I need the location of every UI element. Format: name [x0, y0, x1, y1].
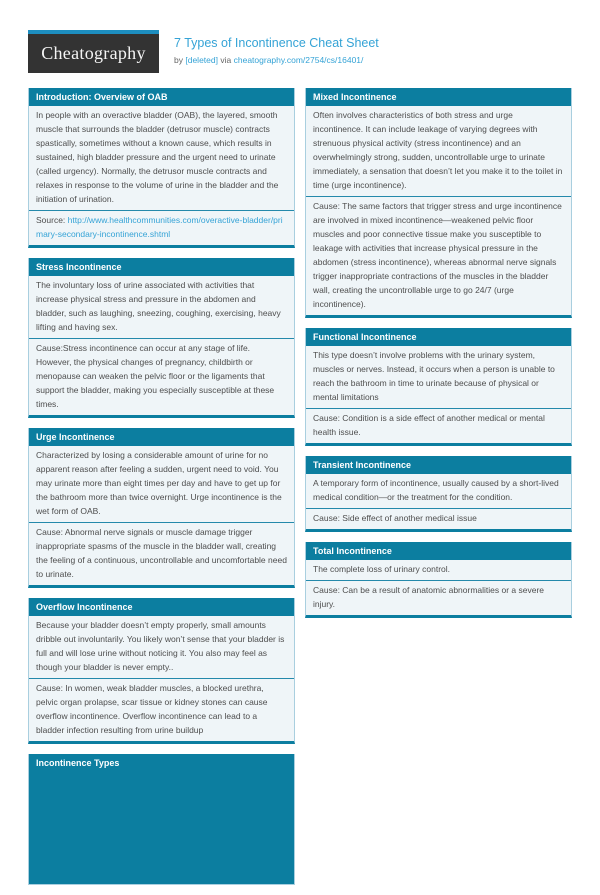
- page-title[interactable]: 7 Types of Incontinence Cheat Sheet: [174, 36, 379, 50]
- card-title: Overflow Incontinence: [29, 598, 294, 616]
- title-block: [174, 30, 379, 65]
- author-link[interactable]: [deleted]: [185, 55, 218, 65]
- card-title: Functional Incontinence: [306, 328, 571, 346]
- card-cause-text: Cause: The same factors that trigger stress and urge incontinence are involved in mixed incontinence—weakened pelvic floor muscles and poor connective tissue make you susceptible to leakage with activities that increase physical pressure in the abdomen (stress incontinence), whereas abnormal nerve signals trigger inappropriate contractions of the muscles in the bladder wall, creating the uncontrollable urge to go 24/7 (urge incontinence).: [306, 196, 571, 315]
- card-mixed-incontinence: [305, 88, 572, 318]
- card-text: Because your bladder doesn’t empty properly, small amounts dribble out involuntarily. You likely won’t sense that your bladder is full and will lose urine without noticing it. You also may feel as though your bladder is never empty..: [36, 620, 285, 672]
- card-cause-text: Cause: Condition is a side effect of another medical or mental health issue.: [306, 408, 571, 443]
- page-header: [28, 30, 572, 73]
- card-cause-text: Cause:Stress incontinence can occur at any stage of life. However, the physical changes of pregnancy, childbirth or menopause can weaken the pelvic floor or the ligaments that support the bladder, making you especially susceptible at these times.: [29, 338, 294, 415]
- card-text: A temporary form of incontinence, usually caused by a short-lived medical condition—or the treatment for the condition.: [313, 478, 559, 502]
- card-title: Introduction: Overview of OAB: [29, 88, 294, 106]
- card-total-incontinence: [305, 542, 572, 618]
- byline-by: by: [174, 55, 183, 65]
- byline: [174, 55, 379, 65]
- card-transient-incontinence: [305, 456, 572, 532]
- source-row: [29, 210, 294, 245]
- right-column: [305, 88, 572, 628]
- incontinence-types-image: [29, 772, 294, 884]
- card-cause-text: Cause: Can be a result of anatomic abnormalities or a severe injury.: [306, 580, 571, 615]
- cheatography-logo[interactable]: [28, 30, 159, 73]
- source-link[interactable]: http://www.healthcommunities.com/overactive-bladder/primary-secondary-incontinence.shtml: [36, 215, 283, 239]
- card-urge-incontinence: [28, 428, 295, 588]
- card-title: Stress Incontinence: [29, 258, 294, 276]
- left-column: [28, 88, 295, 895]
- card-title: Mixed Incontinence: [306, 88, 571, 106]
- card-title: Transient Incontinence: [306, 456, 571, 474]
- card-functional-incontinence: [305, 328, 572, 446]
- card-cause-text: Cause: Side effect of another medical issue: [306, 508, 571, 529]
- card-text: The involuntary loss of urine associated with activities that increase physical stress and pressure in the abdomen and bladder, such as laughing, sneezing, coughing, exercising, heavy lifting and having sex.: [36, 280, 281, 332]
- card-cause-text: Cause: Abnormal nerve signals or muscle damage trigger inappropriate spasms of the muscle in the bladder wall, creating the feeling of a continuous, uncontrollable and uncomfortable need to urinate.: [29, 522, 294, 585]
- card-stress-incontinence: [28, 258, 295, 418]
- content-columns: [28, 88, 572, 895]
- card-overflow-incontinence: [28, 598, 295, 744]
- card-title: Incontinence Types: [29, 754, 294, 772]
- sheet-url-link[interactable]: cheatography.com/2754/cs/16401/: [233, 55, 364, 65]
- card-text: The complete loss of urinary control.: [313, 564, 451, 574]
- card-text: In people with an overactive bladder (OAB), the layered, smooth muscle that surrounds the bladder (detrusor muscle) contracts spastically, sometimes without a known cause, which results in sustained, high bladder pressure and the urgent need to urinate (called urgency). Normally, the detrusor muscle contracts and relaxes in response to the volume of urine in the bladder and the initiation of urination.: [36, 110, 279, 204]
- card-incontinence-types: [28, 754, 295, 885]
- logo-text: Cheatography: [41, 43, 146, 63]
- card-text: Often involves characteristics of both stress and urge incontinence. It can include leakage of varying degrees with strenuous physical activity (stress incontinence) and an overwhelmingly strong, sudden, uncontrollable urge to urinate immediately, a sensation that doesn’t let you make it to the toilet in time (urge incontinence).: [313, 110, 563, 190]
- byline-via: via: [220, 55, 232, 65]
- card-title: Total Incontinence: [306, 542, 571, 560]
- card-cause-text: Cause: In women, weak bladder muscles, a blocked urethra, pelvic organ prolapse, scar tissue or kidney stones can cause overflow incontinence. Overflow incontinence can lead to a bladder infection resulting from urine buildup: [29, 678, 294, 741]
- source-label: Source:: [36, 215, 66, 225]
- card-title: Urge Incontinence: [29, 428, 294, 446]
- card-introduction-overview-of-oab: [28, 88, 295, 248]
- card-text: Characterized by losing a considerable amount of urine for no apparent reason after feeling a sudden, urgent need to void. You may urinate more than eight times per day and have to get up for the bathroom more than twice overnight. Urge incontinence is the wet form of OAB.: [36, 450, 282, 516]
- card-text: This type doesn’t involve problems with the urinary system, muscles or nerves. Instead, it occurs when a person is unable to reach the bathroom in time to urinate because of physical or mental limitations: [313, 350, 555, 402]
